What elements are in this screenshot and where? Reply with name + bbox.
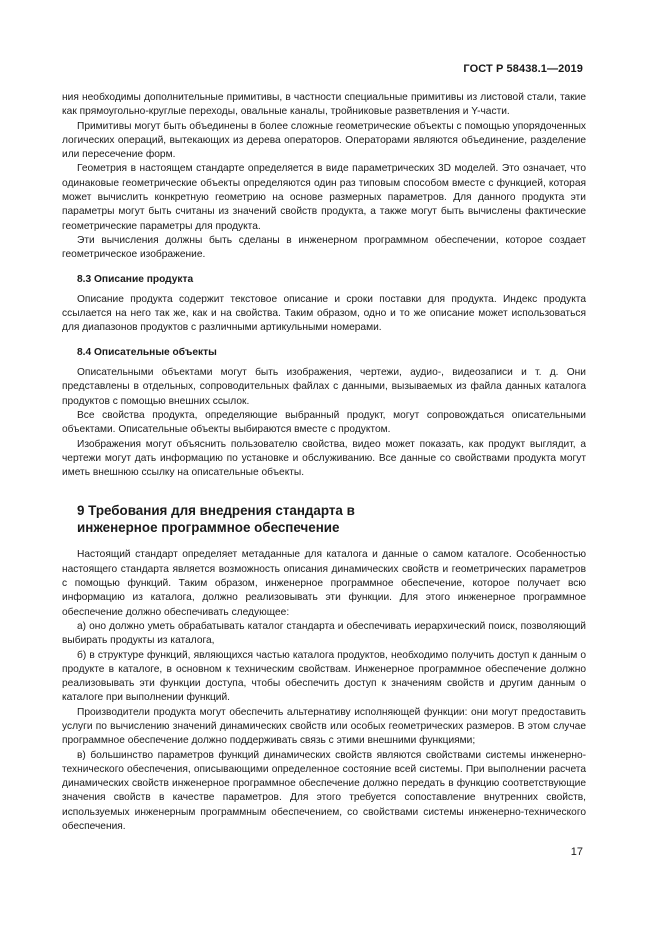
paragraph: Изображения могут объяснить пользователю свойства, видео может показать, как продукт выглядит, а чертежи могут дать информацию по установке и обслуживанию. Все данные со свойствами продукта могут иметь внешнюю ссылку на описательные объекты. bbox=[62, 438, 586, 479]
list-item-v: в) большинство параметров функций динамических свойств являются свойствами системы инженерно-технического обеспечения, описывающими определенное состояние всей системы. При выполнении расчета динамических свойств инженерное программное обеспечение должно передать в функцию соответствующие значения свойств в качестве параметров. Для этого требуется сопоставление внутренних свойств, используемых инженерным программным обеспечением, со свойствами системы инженерно-технического обеспечения. bbox=[62, 749, 586, 833]
paragraph: Эти вычисления должны быть сделаны в инженерном программном обеспечении, которое создает геометрическое изображение. bbox=[62, 234, 586, 261]
list-item-b: б) в структуре функций, являющихся частью каталога продуктов, необходимо получить доступ к данным о продукте в каталоге, в основном к техническим свойствам. Инженерное программное обеспечение должно реализовывать эти функции доступа, чтобы обеспечить доступ к значениям свойств и другим данным о каталоге при выполнении функций. bbox=[62, 649, 586, 704]
list-item-a: а) оно должно уметь обрабатывать каталог стандарта и обеспечивать иерархический поиск, позволяющий выбирать продукты из каталога, bbox=[62, 620, 586, 647]
section-heading-9: 9 Требования для внедрения стандарта в инженерное программное обеспечение bbox=[77, 503, 355, 536]
paragraph: Производители продукта могут обеспечить альтернативу исполняющей функции: они могут предоставить услуги по вычислению значений динамических свойств или особых геометрических размеров. В этом случае программное обеспечение должно поддерживать связь с этими внешними функциями; bbox=[62, 706, 586, 747]
document-header-id: ГОСТ Р 58438.1—2019 bbox=[463, 63, 583, 75]
paragraph: Все свойства продукта, определяющие выбранный продукт, могут сопровождаться описательными объектами. Описательные объекты выбираются вместе с продуктом. bbox=[62, 409, 586, 436]
paragraph: Настоящий стандарт определяет метаданные для каталога и данные о самом каталоге. Особенностью настоящего стандарта является возможность описания динамических свойств и геометрических параметров с помощью функций. Таким образом, инженерное программное обеспечение, которое получает всю информацию из каталога, должно реализовывать эти функции. Для этого инженерное программное обеспечение должно обеспечивать следующее: bbox=[62, 549, 586, 618]
document-body bbox=[62, 91, 586, 834]
paragraph: ния необходимы дополнительные примитивы, в частности специальные примитивы из листовой стали, такие как прямоугольно-круглые переходы, овальные каналы, тройниковые разветвления и Y-части. bbox=[62, 92, 586, 118]
page-number: 17 bbox=[570, 846, 583, 858]
paragraph: Примитивы могут быть объединены в более сложные геометрические объекты с помощью упорядоченных логических операций, вытекающих из дерева операторов. Операторами являются объединение, разделение или пересечение форм. bbox=[62, 120, 586, 161]
section-heading-8-3: 8.3 Описание продукта bbox=[77, 273, 194, 285]
paragraph: Геометрия в настоящем стандарте определяется в виде параметрических 3D моделей. Это означает, что одинаковые геометрические объекты определяются один раз типовым способом вместе с функцией, которая может вычислить конкретную геометрию на основе размерных параметров. Для данного продукта эти параметры могут быть считаны из значений свойств продукта, а также могут быть вычислены фактические геометрические параметры для продукта. bbox=[62, 163, 586, 232]
paragraph: Описательными объектами могут быть изображения, чертежи, аудио-, видеозаписи и т. д. Они представлены в отдельных, сопроводительных файлах с данными, вызываемых из файла данных каталога продуктов с помощью внешних ссылок. bbox=[62, 367, 586, 407]
paragraph: Описание продукта содержит текстовое описание и сроки поставки для продукта. Индекс продукта ссылается на него так же, как и на свойства. Таким образом, одно и то же описание может использоваться для диапазонов продуктов с различными артикульными номерами. bbox=[62, 293, 586, 334]
section-heading-8-4: 8.4 Описательные объекты bbox=[77, 346, 217, 358]
